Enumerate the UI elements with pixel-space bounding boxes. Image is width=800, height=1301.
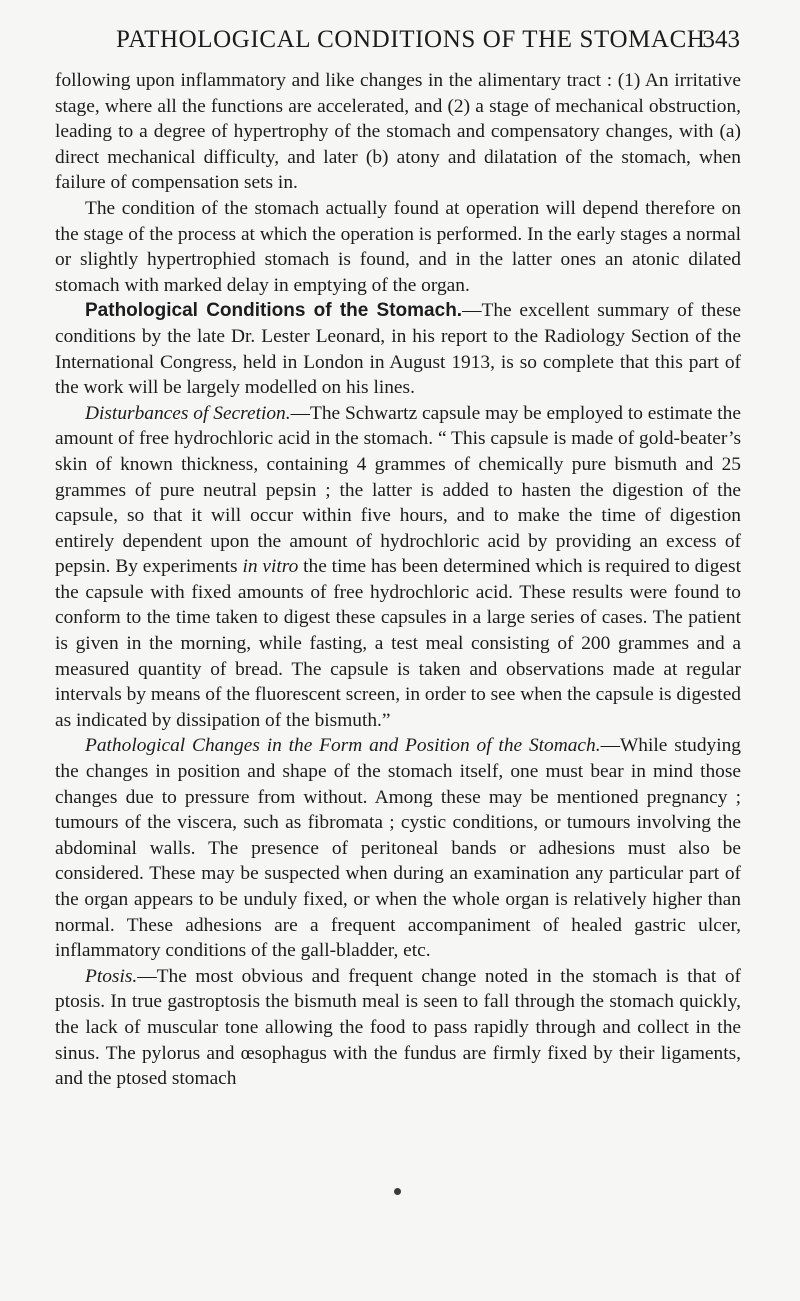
paragraph-disturbances-secretion [55, 401, 741, 734]
paragraph-text: —The Schwartz capsule may be employed to estimate the amount of free hydrochloric acid in the stomach. “ This capsule is made of gold-beater’s skin of known thickness, containing 4 grammes of chemically pure bismuth and 25 grammes of pure neutral pepsin ; the latter is added to hasten the digestion of the capsule, so that it will occur within five hours, and to make the time of digestion entirely dependent upon the amount of hydrochloric acid by providing an excess of pepsin. By experiments [55, 402, 741, 578]
paragraph-operation-condition: The condition of the stomach actually found at operation will depend therefore on the stage of the process at which the operation is performed. In the early stages a normal or slightly hypertrophied stomach is found, and in the latter ones an atonic dilated stomach with marked delay in emptying of the organ. [55, 197, 741, 296]
paragraph-text: —The most obvious and frequent change noted in the stomach is that of ptosis. In true gastroptosis the bismuth meal is seen to fall through the stomach quickly, the lack of muscular tone allowing the food to pass rapidly through and collect in the sinus. The pylorus and œsophagus with the fundus are firmly fixed by their ligaments, and the ptosed stomach [55, 965, 741, 1090]
body-text [55, 68, 741, 1092]
running-head [100, 22, 740, 58]
paragraph-form-position [55, 733, 741, 963]
paragraph-text: —The excellent summary of these conditions by the late Dr. Lester Leonard, in his report to the Radiology Section of the International Congress, held in London in August 1913, is so complete that this part of the work will be largely modelled on his lines. [55, 300, 741, 399]
subsection-heading: Pathological Changes in the Form and Position of the Stomach. [85, 735, 601, 757]
paragraph-text-continued: the time has been determined which is required to digest the capsule with fixed amounts of free hydrochloric acid. These results were found to conform to the time taken to digest these capsules in a large series of cases. The patient is given in the morning, while fasting, a test meal consisting of 200 grammes and a measured quantity of bread. The capsule is taken and observations made at regular intervals by means of the fluorescent screen, in order to see when the capsule is digested as indicated by dissipation of the bismuth.” [55, 556, 741, 731]
subsection-heading: Disturbances of Secretion. [85, 402, 291, 424]
section-heading: Pathological Conditions of the Stomach. [85, 300, 463, 322]
printer-dot [394, 1188, 401, 1195]
running-title: PATHOLOGICAL CONDITIONS OF THE STOMACH [116, 26, 706, 53]
page-number: 343 [702, 26, 740, 53]
paragraph-continuation: following upon inflammatory and like changes in the alimentary tract : (1) An irritative stage, where all the functions are accelerated, and (2) a stage of mechanical obstruction, leading to a degree of hypertrophy of the stomach and compensatory changes, with (a) direct mechanical difficulty, and later (b) atony and dilatation of the stomach, when failure of compensation sets in. [55, 70, 741, 194]
subsection-heading: Ptosis. [85, 965, 138, 987]
latin-term: in vitro [242, 556, 299, 578]
paragraph-pathological-conditions [55, 298, 741, 400]
paragraph-ptosis [55, 964, 741, 1092]
paragraph-text: —While studying the changes in position and shape of the stomach itself, one must bear in mind those changes due to pressure from without. Among these may be mentioned pregnancy ; tumours of the viscera, such as fibromata ; cystic conditions, or tumours involving the abdominal walls. The presence of peritoneal bands or adhesions must also be considered. These may be suspected when during an examination any particular part of the organ appears to be unduly fixed, or when the whole organ is relatively higher than normal. These adhesions are a frequent accompaniment of healed gastric ulcer, inflammatory conditions of the gall-bladder, etc. [55, 735, 741, 962]
